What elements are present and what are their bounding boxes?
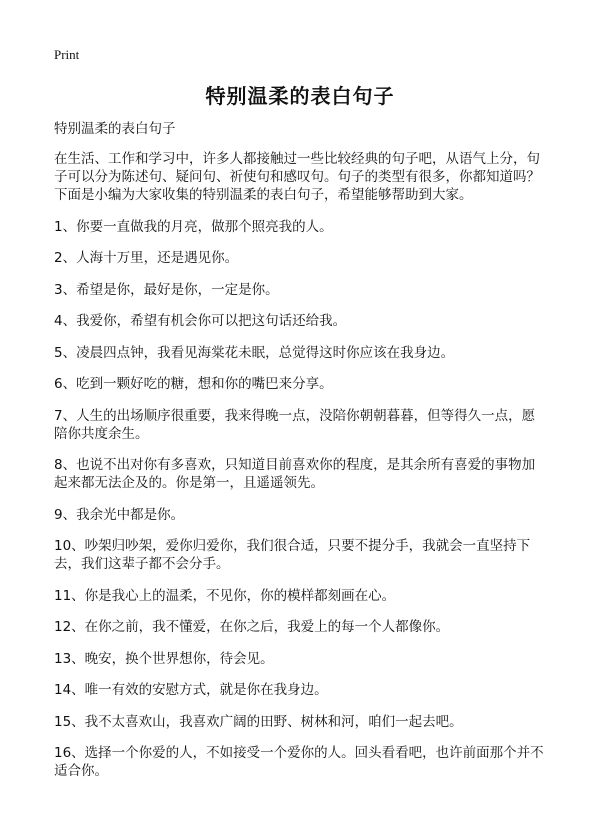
list-item: 10、吵架归吵架，爱你归爱你，我们很合适，只要不提分手，我就会一直坚持下去，我们这辈子都不会分手。 — [54, 538, 531, 572]
page-title: 特别温柔的表白句子 — [205, 84, 395, 108]
list-item: 16、选择一个你爱的人，不如接受一个爱你的人。回头看看吧，也许前面那个并不适合你。 — [54, 745, 544, 779]
list-item: 15、我不太喜欢山，我喜欢广阔的田野、树林和河，咱们一起去吧。 — [54, 713, 463, 730]
list-item: 13、晚安，换个世界想你，待会见。 — [54, 650, 274, 667]
list-item: 5、凌晨四点钟，我看见海棠花未眠，总觉得这时你应该在我身边。 — [54, 344, 455, 361]
article-body — [54, 120, 548, 794]
list-item: 4、我爱你，希望有机会你可以把这句话还给我。 — [54, 313, 347, 329]
list-item: 9、我余光中都是你。 — [54, 506, 185, 523]
list-item: 8、也说不出对你有多喜欢，只知道目前喜欢你的程度，是其余所有喜爱的事物加起来都无法企及的。你是第一，且遥遥领先。 — [54, 457, 536, 491]
list-item: 3、希望是你，最好是你，一定是你。 — [54, 281, 279, 298]
list-item: 11、你是我心上的温柔，不见你，你的模样都刻画在心。 — [54, 587, 396, 604]
list-item: 7、人生的出场顺序很重要，我来得晚一点，没陪你朝朝暮暮，但等得久一点，愿陪你共度余生。 — [54, 407, 536, 442]
list-item: 14、唯一有效的安慰方式，就是你在我身边。 — [54, 682, 328, 698]
list-item: 12、在你之前，我不懂爱，在你之后，我爱上的每一个人都像你。 — [54, 619, 450, 635]
print-link[interactable]: Print — [54, 47, 80, 62]
intro-paragraph: 在生活、工作和学习中，许多人都接触过一些比较经典的句子吧，从语气上分，句子可以分为陈述句、疑问句、祈使句和感叹句。句子的类型有很多，你都知道吗？下面是小编为大家收集的特别温柔的表白句子，希望能够帮助到大家。 — [54, 151, 540, 203]
article-subtitle: 特别温柔的表白句子 — [54, 121, 176, 137]
list-item: 1、你要一直做我的月亮，做那个照亮我的人。 — [54, 218, 333, 235]
list-item: 2、人海十万里，还是遇见你。 — [54, 250, 239, 266]
list-item: 6、吃到一颗好吃的糖，想和你的嘴巴来分享。 — [54, 376, 333, 392]
